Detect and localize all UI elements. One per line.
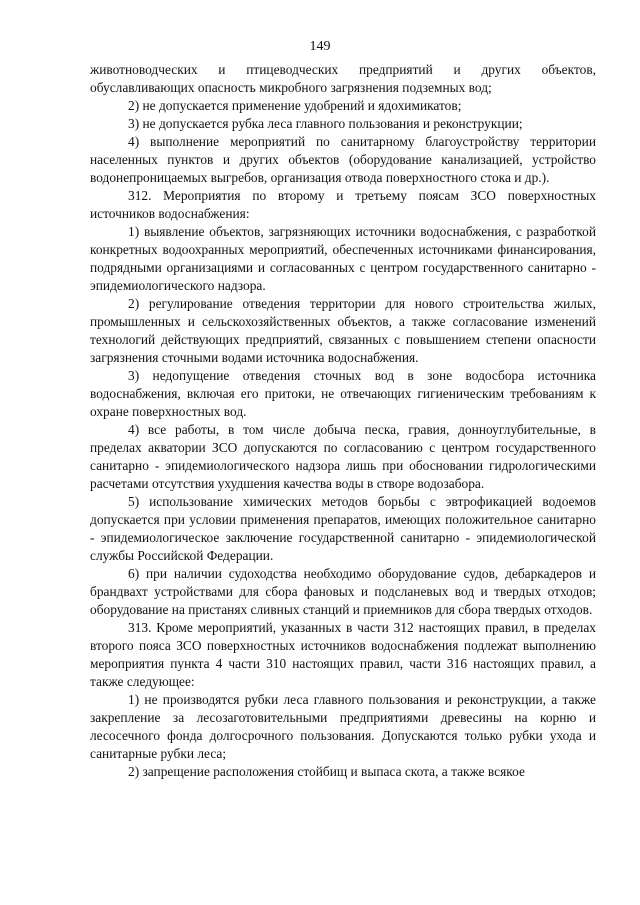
section-heading-312: 312. Мероприятия по второму и третьему поясам ЗСО поверхностных источников водоснабжения: [90, 188, 596, 221]
list-item: 4) выполнение мероприятий по санитарному благоустройству территории населенных пунктов и других объектов (оборудование канализацией, устройство водонепроницаемых выгребов, организация отвода поверхностного стока и др.). [90, 134, 596, 185]
section-heading-313: 313. Кроме мероприятий, указанных в части 312 настоящих правил, в пределах второго пояса ЗСО поверхностных источников водоснабжения подлежат выполнению мероприятия пункта 4 части 310 настоящих правил, части 316 настоящих правил, а также следующее: [90, 620, 596, 689]
list-item: 4) все работы, в том числе добыча песка, гравия, донноуглубительные, в пределах акватории ЗСО допускаются по согласованию с центром государственного санитарно - эпидемиологического надзора лишь при обосновании гидрологическими расчетами отсутствия ухудшения качества воды в створе водозабора. [90, 422, 596, 491]
list-item: 3) недопущение отведения сточных вод в зоне водосбора источника водоснабжения, включая его притоки, не отвечающих гигиеническим требованиям к охране поверхностных вод. [90, 368, 596, 419]
page-number: 149 [309, 39, 331, 54]
list-item: 1) не производятся рубки леса главного пользования и реконструкции, а также закрепление за лесозаготовительными предприятиями древесины на корню и лесосечного фонда долгосрочного пользования. Допускаются только рубки ухода и санитарные рубки леса; [90, 692, 596, 761]
list-item: 6) при наличии судоходства необходимо оборудование судов, дебаркадеров и брандвахт устройствами для сбора фановых и подсланевых вод и твердых отходов; оборудование на пристанях сливных станций и приемников для сбора твердых отходов. [90, 566, 596, 617]
list-item: 1) выявление объектов, загрязняющих источники водоснабжения, с разработкой конкретных водоохранных мероприятий, обеспеченных источниками финансирования, подрядными организациями и согласованных с центром государственного санитарно - эпидемиологического надзора. [90, 224, 596, 293]
list-item: 2) не допускается применение удобрений и ядохимикатов; [128, 98, 462, 113]
document-body [90, 61, 596, 781]
paragraph-continuation: животноводческих и птицеводческих предприятий и других объектов, обуславливающих опасность микробного загрязнения подземных вод; [90, 62, 596, 95]
list-item: 3) не допускается рубка леса главного пользования и реконструкции; [128, 116, 523, 131]
list-item: 5) использование химических методов борьбы с эвтрофикацией водоемов допускается при условии применения препаратов, имеющих положительное санитарно - эпидемиологическое заключение государственной санитарно - эпидемиологической службы Российской Федерации. [90, 494, 596, 563]
list-item: 2) запрещение расположения стойбищ и выпаса скота, а также всякое [128, 764, 525, 779]
list-item: 2) регулирование отведения территории для нового строительства жилых, промышленных и сельскохозяйственных объектов, а также согласование изменений технологий действующих предприятий, связанных с повышением степени опасности загрязнения сточными водами источника водоснабжения. [90, 296, 596, 365]
